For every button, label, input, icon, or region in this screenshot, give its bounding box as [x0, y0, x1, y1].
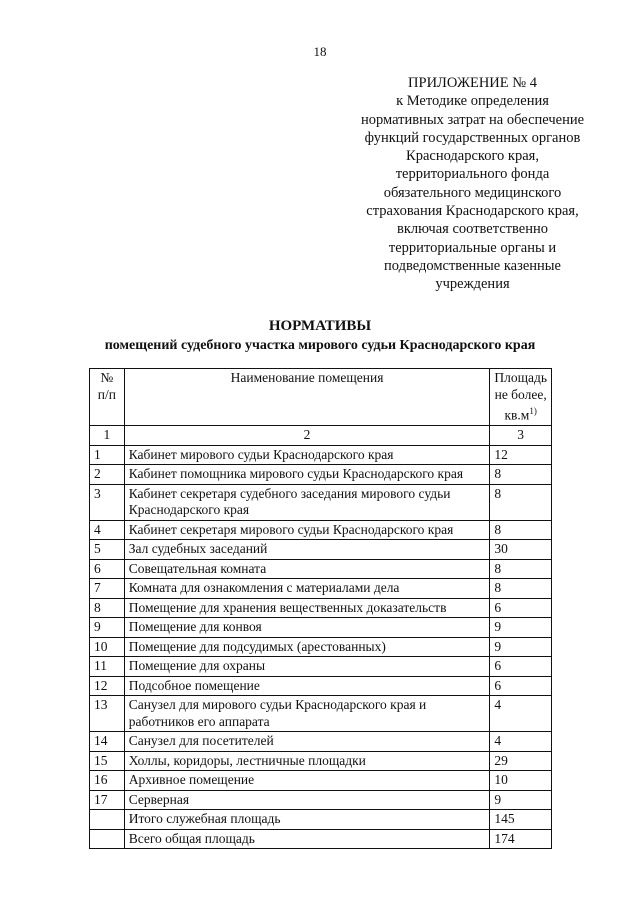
table-row: [90, 732, 552, 752]
room-name: Холлы, коридоры, лестничные площадки: [124, 751, 490, 771]
row-number: 14: [90, 732, 125, 752]
room-area: 9: [490, 618, 552, 638]
room-area: 4: [490, 732, 552, 752]
appendix-line: территориального фонда: [395, 166, 550, 183]
appendix-line: функций государственных органов: [364, 129, 581, 146]
table-row: [90, 484, 552, 520]
room-area: 4: [490, 696, 552, 732]
table-row: [90, 598, 552, 618]
header-area-label: Площадь не более, кв.м: [494, 370, 547, 423]
header-name: Наименование помещения: [124, 369, 490, 426]
room-area: 6: [490, 657, 552, 677]
column-number: 2: [124, 426, 490, 446]
row-number: 1: [90, 445, 125, 465]
row-number: 9: [90, 618, 125, 638]
appendix-line: к Методике определения: [396, 93, 549, 110]
column-number-row: [90, 426, 552, 446]
table-row: [90, 559, 552, 579]
row-number: 10: [90, 637, 125, 657]
appendix-line: нормативных затрат на обеспечение: [360, 111, 585, 128]
row-number: 2: [90, 465, 125, 485]
room-name: Совещательная комната: [124, 559, 490, 579]
room-name: Кабинет секретаря мирового судьи Краснодарского края: [124, 520, 490, 540]
document-title: НОРМАТИВЫ: [268, 318, 372, 334]
row-number: 8: [90, 598, 125, 618]
room-area: 29: [490, 751, 552, 771]
room-area: 8: [490, 579, 552, 599]
row-number: 13: [90, 696, 125, 732]
appendix-line: ПРИЛОЖЕНИЕ № 4: [408, 75, 537, 91]
row-number: [90, 829, 125, 849]
appendix-line: учреждения: [435, 276, 510, 293]
appendix-block: [330, 74, 615, 294]
total-row: [90, 810, 552, 830]
room-area: 8: [490, 520, 552, 540]
total-row: [90, 829, 552, 849]
room-area: 8: [490, 559, 552, 579]
room-name: Комната для ознакомления с материалами дела: [124, 579, 490, 599]
header-area: [490, 369, 552, 426]
row-number: 6: [90, 559, 125, 579]
document-subtitle: помещений судебного участка мирового судьи Краснодарского края: [104, 338, 536, 353]
appendix-line: территориальные органы и: [388, 239, 557, 256]
table-row: [90, 751, 552, 771]
room-area: 30: [490, 540, 552, 560]
header-area-footnote: 1): [529, 406, 537, 416]
room-name: Всего общая площадь: [124, 829, 490, 849]
room-name: Санузел для посетителей: [124, 732, 490, 752]
table-row: [90, 771, 552, 791]
room-area: 145: [490, 810, 552, 830]
table-row: [90, 445, 552, 465]
row-number: 5: [90, 540, 125, 560]
row-number: 15: [90, 751, 125, 771]
room-area: 9: [490, 790, 552, 810]
table-row: [90, 657, 552, 677]
appendix-line: подведомственные казенные: [384, 257, 561, 274]
table-row: [90, 696, 552, 732]
room-area: 174: [490, 829, 552, 849]
room-name: Кабинет помощника мирового судьи Краснодарского края: [124, 465, 490, 485]
room-name: Итого служебная площадь: [124, 810, 490, 830]
row-number: 12: [90, 676, 125, 696]
row-number: 16: [90, 771, 125, 791]
table-row: [90, 637, 552, 657]
appendix-line: включая соответственно: [397, 221, 548, 238]
appendix-line: страхования Краснодарского края,: [366, 203, 579, 220]
room-name: Подсобное помещение: [124, 676, 490, 696]
room-area: 8: [490, 465, 552, 485]
table-header-row: [90, 369, 552, 426]
room-area: 9: [490, 637, 552, 657]
room-name: Архивное помещение: [124, 771, 490, 791]
room-area: 8: [490, 484, 552, 520]
row-number: 17: [90, 790, 125, 810]
row-number: 11: [90, 657, 125, 677]
page-number: 18: [313, 44, 327, 59]
room-area: 6: [490, 598, 552, 618]
room-name: Помещение для подсудимых (арестованных): [124, 637, 490, 657]
appendix-line: обязательного медицинского: [383, 184, 562, 201]
header-num: № п/п: [90, 369, 125, 426]
room-name: Помещение для конвоя: [124, 618, 490, 638]
room-area: 6: [490, 676, 552, 696]
table-row: [90, 520, 552, 540]
column-number: 3: [490, 426, 552, 446]
room-area: 10: [490, 771, 552, 791]
room-name: Серверная: [124, 790, 490, 810]
table-row: [90, 790, 552, 810]
table-row: [90, 540, 552, 560]
room-name: Помещение для хранения вещественных доказательств: [124, 598, 490, 618]
appendix-line: Краснодарского края,: [406, 148, 539, 165]
row-number: 7: [90, 579, 125, 599]
table-row: [90, 579, 552, 599]
room-name: Санузел для мирового судьи Краснодарского края и работников его аппарата: [124, 696, 490, 732]
row-number: 4: [90, 520, 125, 540]
norms-table: [89, 368, 552, 849]
row-number: 3: [90, 484, 125, 520]
room-name: Зал судебных заседаний: [124, 540, 490, 560]
room-area: 12: [490, 445, 552, 465]
table-row: [90, 676, 552, 696]
row-number: [90, 810, 125, 830]
table-row: [90, 465, 552, 485]
column-number: 1: [90, 426, 125, 446]
room-name: Кабинет мирового судьи Краснодарского края: [124, 445, 490, 465]
table-row: [90, 618, 552, 638]
room-name: Кабинет секретаря судебного заседания мирового судьи Краснодарского края: [124, 484, 490, 520]
room-name: Помещение для охраны: [124, 657, 490, 677]
